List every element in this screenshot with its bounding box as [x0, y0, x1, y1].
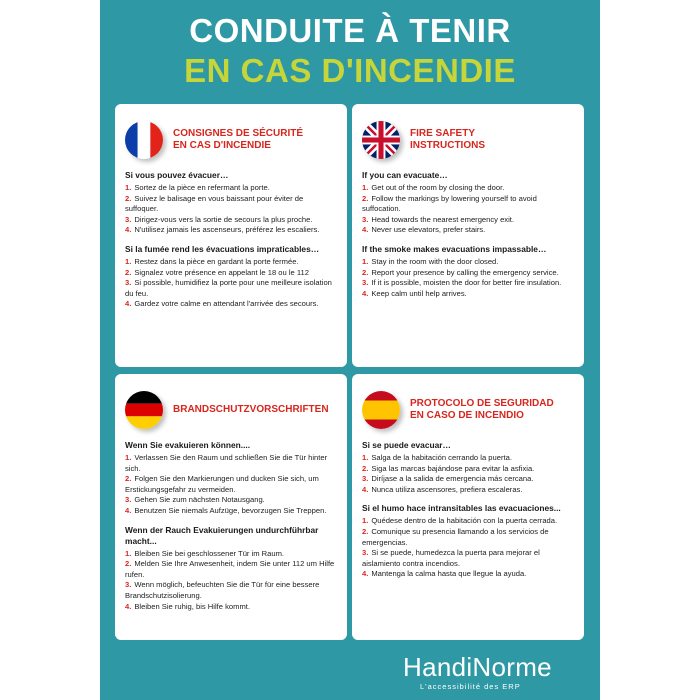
- list-item: 2. Report your presence by calling the emergency service.: [362, 267, 559, 277]
- list-item: 3. Dirigez-vous vers la sortie de secours la plus proche.: [125, 214, 313, 224]
- list-item: 2. Folgen Sie den Markierungen und ducken Sie sich, um Erstickungsgefahr zu vermeiden.: [125, 474, 319, 494]
- list-item: 1. Stay in the room with the door closed.: [362, 256, 499, 266]
- brand-logo: HandiNorme: [403, 652, 552, 682]
- instruction-list: [125, 183, 337, 236]
- united-kingdom-flag-icon: [362, 121, 400, 159]
- title-line-1: CONDUITE À TENIR: [189, 12, 511, 49]
- section-heading: If you can evacuate…: [362, 170, 448, 180]
- card-header: [362, 114, 574, 166]
- card-spanish: [352, 374, 584, 640]
- list-item: 3. Wenn möglich, befeuchten Sie die Tür für eine bessere Brandschutzisolierung.: [125, 580, 320, 600]
- list-item: 3. Si possible, humidifiez la porte pour une meilleure isolation du feu.: [125, 278, 332, 298]
- card-german: [115, 374, 347, 640]
- spain-flag-icon: [362, 391, 400, 429]
- instruction-list: [362, 257, 574, 299]
- list-item: 4. Bleiben Sie ruhig, bis Hilfe kommt.: [125, 601, 250, 611]
- list-item: 1. Bleiben Sie bei geschlossener Tür im Raum.: [125, 548, 285, 558]
- card-header: [362, 384, 574, 436]
- section-heading: Si el humo hace intransitables las evacuaciones...: [362, 503, 561, 514]
- card-title-line-2: EN CAS D'INCENDIE: [173, 140, 271, 151]
- list-item: 2. Follow the markings by lowering yourself to avoid suffocation.: [362, 193, 537, 214]
- instruction-list: [362, 183, 574, 236]
- list-item: 3. Head towards the nearest emergency exit.: [362, 214, 515, 224]
- list-item: 2. Suivez le balisage en vous baissant pour éviter de suffoquer.: [125, 193, 304, 214]
- section-heading: Si vous pouvez évacuer…: [125, 170, 229, 180]
- instruction-list: [362, 516, 574, 580]
- list-item: 2. Comunique su presencia llamando a los servicios de emergencias.: [362, 526, 549, 547]
- card-title: [410, 398, 554, 422]
- card-french: [115, 104, 347, 367]
- section-heading: Wenn Sie evakuieren können....: [125, 440, 251, 450]
- germany-flag-icon: [125, 391, 163, 429]
- poster: [100, 0, 600, 700]
- instruction-list: [125, 257, 337, 310]
- card-title: [410, 128, 485, 152]
- section-heading: Si la fumée rend les évacuations impraticables…: [125, 243, 320, 254]
- card-title-line-2: EN CASO DE INCENDIO: [410, 410, 524, 421]
- card-title-line-2: INSTRUCTIONS: [410, 140, 485, 151]
- card-english: [352, 104, 584, 367]
- instruction-list: [125, 549, 337, 613]
- list-item: 1. Sortez de la pièce en refermant la porte.: [125, 183, 270, 192]
- list-item: 2. Siga las marcas bajándose para evitar la asfixia.: [362, 463, 535, 473]
- list-item: 1. Quédese dentro de la habitación con la puerta cerrada.: [362, 516, 558, 526]
- list-item: 4. Keep calm until help arrives.: [362, 288, 467, 298]
- section-heading: Si se puede evacuar…: [362, 440, 451, 450]
- section-heading: Wenn der Rauch Evakuierungen undurchführbar macht...: [125, 524, 319, 546]
- list-item: 1. Restez dans la pièce en gardant la porte fermée.: [125, 256, 299, 266]
- card-title: [173, 128, 303, 152]
- list-item: 4. N'utilisez jamais les ascenseurs, préférez les escaliers.: [125, 225, 320, 235]
- list-item: 2. Signalez votre présence en appelant le 18 ou le 112: [125, 267, 309, 277]
- card-header: [125, 384, 337, 436]
- list-item: 4. Benutzen Sie niemals Aufzüge, bevorzugen Sie Treppen.: [125, 505, 327, 515]
- card-title-line-1: CONSIGNES DE SÉCURITÉ: [173, 128, 304, 139]
- list-item: 3. Gehen Sie zum nächsten Notausgang.: [125, 495, 265, 505]
- instruction-list: [125, 453, 337, 517]
- list-item: 3. Si se puede, humedezca la puerta para mejorar el aislamiento contra incendios.: [362, 548, 540, 568]
- list-item: 4. Nunca utiliza ascensores, prefiera escaleras.: [362, 484, 523, 494]
- section-heading: If the smoke makes evacuations impassable…: [362, 243, 547, 254]
- list-item: 2. Melden Sie Ihre Anwesenheit, indem Sie unter 112 um Hilfe rufen.: [125, 559, 335, 579]
- card-title-line-1: PROTOCOLO DE SEGURIDAD: [410, 398, 554, 409]
- france-flag-icon: [125, 121, 163, 159]
- list-item: 3. Diríjase a la salida de emergencia más cercana.: [362, 474, 534, 484]
- list-item: 1. Salga de la habitación cerrando la puerta.: [362, 453, 512, 462]
- list-item: 4. Gardez votre calme en attendant l'arrivée des secours.: [125, 299, 319, 309]
- brand-tagline: L'accessibilité des ERP: [420, 682, 521, 691]
- list-item: 1. Verlassen Sie den Raum und schließen Sie die Tür hinter sich.: [125, 453, 328, 473]
- title-line-2: EN CAS D'INCENDIE: [184, 52, 516, 89]
- list-item: 4. Mantenga la calma hasta que llegue la ayuda.: [362, 569, 527, 579]
- card-title-line-1: FIRE SAFETY: [410, 128, 476, 139]
- card-title: [173, 404, 329, 416]
- card-title-line-1: BRANDSCHUTZVORSCHRIFTEN: [173, 404, 329, 415]
- list-item: 1. Get out of the room by closing the door.: [362, 183, 505, 192]
- card-header: [125, 114, 337, 166]
- list-item: 4. Never use elevators, prefer stairs.: [362, 225, 486, 235]
- list-item: 3. If it is possible, moisten the door for better fire insulation.: [362, 278, 562, 288]
- instruction-list: [362, 453, 574, 495]
